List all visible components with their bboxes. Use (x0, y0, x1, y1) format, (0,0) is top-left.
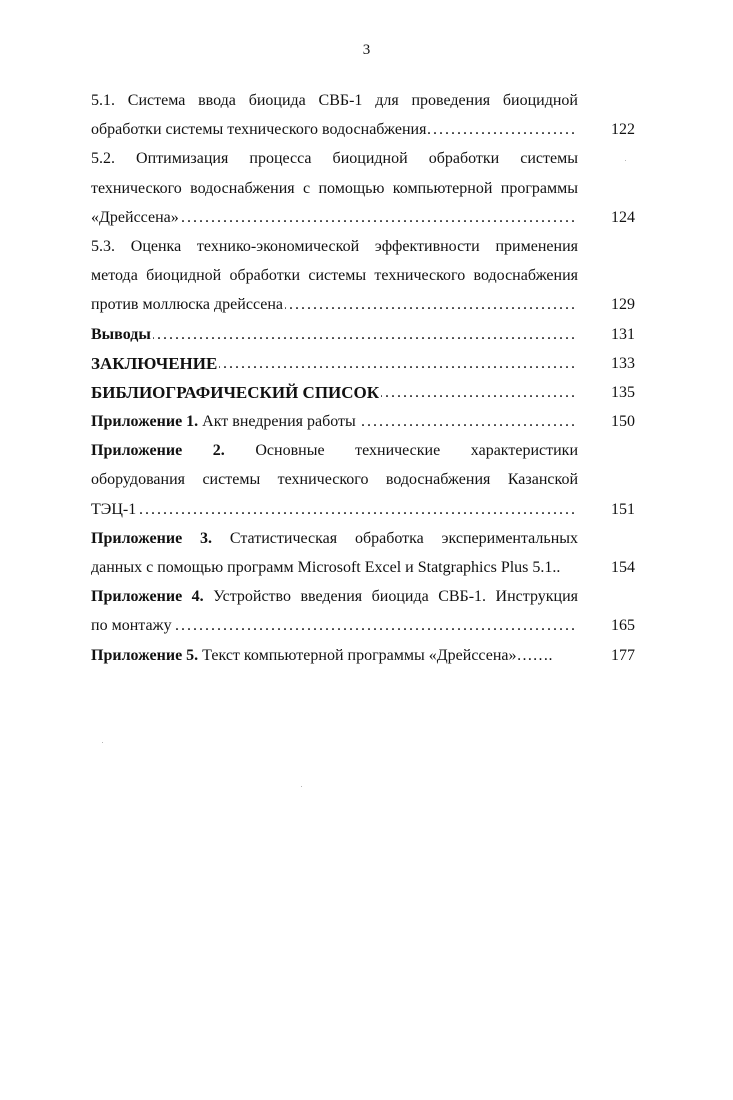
toc-line (91, 407, 578, 436)
toc-line-text: ТЭЦ-1 (91, 500, 137, 518)
toc-line: оборудования системы технического водоснабжения Казанской (91, 471, 578, 489)
toc-entry-5-2 (91, 144, 635, 232)
toc-page-ref: 177 (611, 646, 635, 664)
toc-line-text: Акт внедрения работы (198, 413, 356, 431)
toc-line-text: «Дрейссена» (91, 208, 179, 226)
toc-line-text: Выводы (91, 325, 151, 343)
toc-page-ref: 151 (611, 500, 635, 518)
toc-line (91, 320, 578, 349)
table-of-contents (91, 86, 635, 670)
toc-line (91, 290, 578, 319)
toc-page-ref: 154 (611, 559, 635, 576)
toc-page-ref: 135 (611, 383, 635, 401)
appendix-label: Приложение 3. (91, 529, 213, 547)
toc-page-ref: 150 (611, 413, 635, 431)
toc-line (91, 378, 578, 407)
toc-page-ref: 129 (611, 296, 635, 314)
toc-line (91, 611, 578, 640)
toc-page-ref: 124 (611, 208, 635, 226)
toc-entry-conclusions (91, 320, 635, 349)
toc-line-text: против моллюска дрейссена (91, 296, 283, 314)
toc-line: 5.3. Оценка технико-экономической эффективности применения (91, 237, 578, 255)
toc-line (91, 203, 578, 232)
toc-line (91, 436, 578, 465)
toc-line-text: Устройство введения биоцида СВБ-1. Инструкция (203, 588, 578, 606)
toc-line (91, 115, 578, 144)
toc-line-text: Статистическая обработка экспериментальных (212, 529, 578, 547)
toc-line (91, 349, 578, 378)
toc-line-text: ЗАКЛЮЧЕНИЕ (91, 353, 218, 373)
toc-line: данных с помощью программ Microsoft Excel и Statgraphics Plus 5.1.. (91, 559, 561, 576)
toc-entry-bibliography (91, 378, 635, 407)
toc-entry-appendix-1 (91, 407, 635, 436)
appendix-label: Приложение 1. (91, 413, 199, 431)
toc-line: технического водоснабжения с помощью компьютерной программы (91, 179, 578, 197)
toc-line (91, 641, 578, 670)
toc-line: 5.2. Оптимизация процесса биоцидной обработки системы (91, 150, 578, 168)
toc-line: 5.1. Система ввода биоцида СВБ-1 для проведения биоцидной (91, 92, 578, 109)
toc-line (91, 524, 578, 553)
toc-line-text: Текст компьютерной программы «Дрейссена»……. (198, 646, 553, 664)
toc-line: метода биоцидной обработки системы технического водоснабжения (91, 267, 578, 285)
toc-page-ref: 165 (611, 617, 635, 635)
toc-line-text: обработки системы технического водоснабжения (91, 121, 427, 139)
appendix-label: Приложение 4. (91, 588, 204, 606)
toc-entry-appendix-2 (91, 436, 635, 524)
toc-entry-appendix-5 (91, 641, 635, 670)
toc-entry-appendix-3 (91, 524, 635, 582)
toc-line-text: по монтажу (91, 617, 172, 635)
toc-line (91, 582, 578, 611)
appendix-label: Приложение 2. (91, 442, 225, 460)
toc-line-text: БИБЛИОГРАФИЧЕСКИЙ СПИСОК (91, 382, 380, 402)
scan-speck (102, 742, 103, 743)
toc-entry-appendix-4 (91, 582, 635, 640)
toc-entry-5-1 (91, 86, 635, 144)
toc-line (91, 495, 578, 524)
scan-speck (301, 786, 302, 787)
scan-speck (625, 160, 626, 161)
page-number: 3 (362, 42, 371, 58)
appendix-label: Приложение 5. (91, 646, 199, 664)
toc-line-text: Основные технические характеристики (224, 442, 578, 460)
toc-page-ref: 133 (611, 354, 635, 372)
toc-entry-5-3 (91, 232, 635, 320)
toc-page-ref: 131 (611, 325, 635, 343)
toc-entry-final-conclusion (91, 349, 635, 378)
toc-page-ref: 122 (611, 121, 635, 139)
